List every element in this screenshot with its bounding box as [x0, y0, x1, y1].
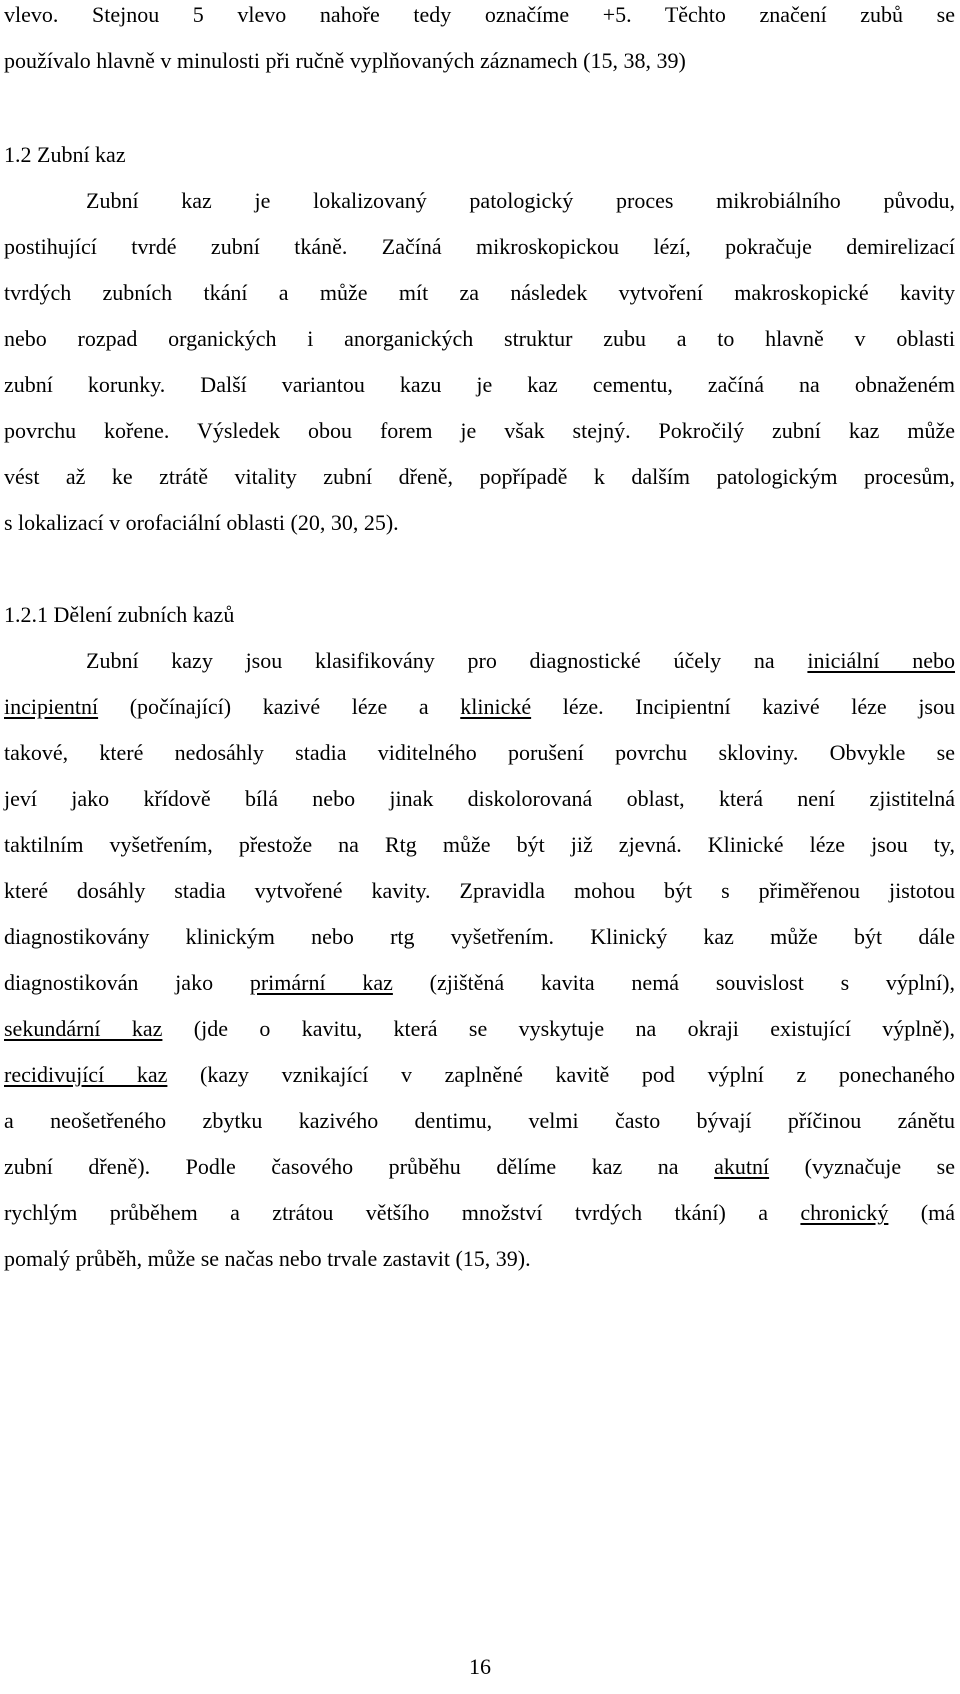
paragraph-line: diagnostikovány klinickým nebo rtg vyšetřením. Klinický kaz může být dále [4, 924, 955, 949]
text-run: (kazy vznikající v zaplněné kavitě pod výplní z ponechaného [167, 1062, 955, 1087]
paragraph-line [4, 1152, 955, 1182]
underlined-term: chronický [800, 1200, 889, 1225]
text-run: (počínající) kazivé léze a [98, 694, 461, 719]
text-run: (má [888, 1200, 956, 1225]
section-heading-1-2: 1.2 Zubní kaz [4, 142, 126, 167]
paragraph-line: takové, které nedosáhly stadia viditelného porušení povrchu skloviny. Obvykle se [4, 740, 955, 765]
paragraph-line [4, 1014, 955, 1044]
paragraph-line [4, 1060, 955, 1090]
page-number: 16 [469, 1654, 491, 1679]
underlined-term: akutní [714, 1154, 770, 1179]
paragraph-line: vést až ke ztrátě vitality zubní dřeně, popřípadě k dalším patologickým procesům, [4, 464, 955, 489]
underlined-term: klinické [460, 694, 532, 719]
paragraph-line: s lokalizací v orofaciální oblasti (20, 30, 25). [4, 510, 399, 535]
underlined-term: sekundární kaz [4, 1016, 163, 1041]
text-run: Zubní kazy jsou klasifikovány pro diagnostické účely na [86, 648, 808, 673]
underlined-term: incipientní [4, 694, 99, 719]
paragraph-line: a neošetřeného zbytku kazivého dentimu, velmi často bývají příčinou zánětu [4, 1108, 955, 1133]
paragraph-line: tvrdých zubních tkání a může mít za následek vytvoření makroskopické kavity [4, 280, 955, 305]
paragraph-line: povrchu kořene. Výsledek obou forem je však stejný. Pokročilý zubní kaz může [4, 418, 955, 443]
paragraph-line [4, 1198, 955, 1228]
text-run: (zjištěná kavita nemá souvislost s výplní), [392, 970, 955, 995]
paragraph-line: Zubní kaz je lokalizovaný patologický proces mikrobiálního původu, [86, 188, 955, 213]
paragraph-line: zubní korunky. Další variantou kazu je kaz cementu, začíná na obnaženém [4, 372, 955, 397]
paragraph-line: jeví jako křídově bílá nebo jinak diskolorovaná oblast, která není zjistitelná [4, 786, 955, 811]
underlined-term: iniciální nebo [807, 648, 956, 673]
underlined-term: primární kaz [249, 970, 393, 995]
paragraph-line: taktilním vyšetřením, přestože na Rtg může být již zjevná. Klinické léze jsou ty, [4, 832, 955, 857]
section-heading-1-2-1: 1.2.1 Dělení zubních kazů [4, 602, 235, 627]
text-run: diagnostikován jako [4, 970, 250, 995]
paragraph-line: postihující tvrdé zubní tkáně. Začíná mikroskopickou lézí, pokračuje demirelizací [4, 234, 955, 259]
text-run: (vyznačuje se [769, 1154, 955, 1179]
paragraph-line: které dosáhly stadia vytvořené kavity. Zpravidla mohou být s přiměřenou jistotou [4, 878, 955, 903]
text-run: léze. Incipientní kazivé léze jsou [531, 694, 955, 719]
paragraph-line: vlevo. Stejnou 5 vlevo nahoře tedy označíme +5. Těchto značení zubů se [4, 2, 955, 27]
text-run: zubní dřeně). Podle časového průběhu dělíme kaz na [4, 1154, 715, 1179]
paragraph-line: používalo hlavně v minulosti při ručně vyplňovaných záznamech (15, 38, 39) [4, 48, 686, 73]
paragraph-line: nebo rozpad organických i anorganických struktur zubu a to hlavně v oblasti [4, 326, 955, 351]
text-run: rychlým průběhem a ztrátou většího množství tvrdých tkání) a [4, 1200, 801, 1225]
text-run: (jde o kavitu, která se vyskytuje na okraji existující výplně), [162, 1016, 955, 1041]
paragraph-line [4, 692, 955, 722]
underlined-term: recidivující kaz [4, 1062, 168, 1087]
paragraph-line: pomalý průběh, může se načas nebo trvale zastavit (15, 39). [4, 1246, 531, 1271]
paragraph-line [4, 646, 955, 676]
paragraph-line [4, 968, 955, 998]
